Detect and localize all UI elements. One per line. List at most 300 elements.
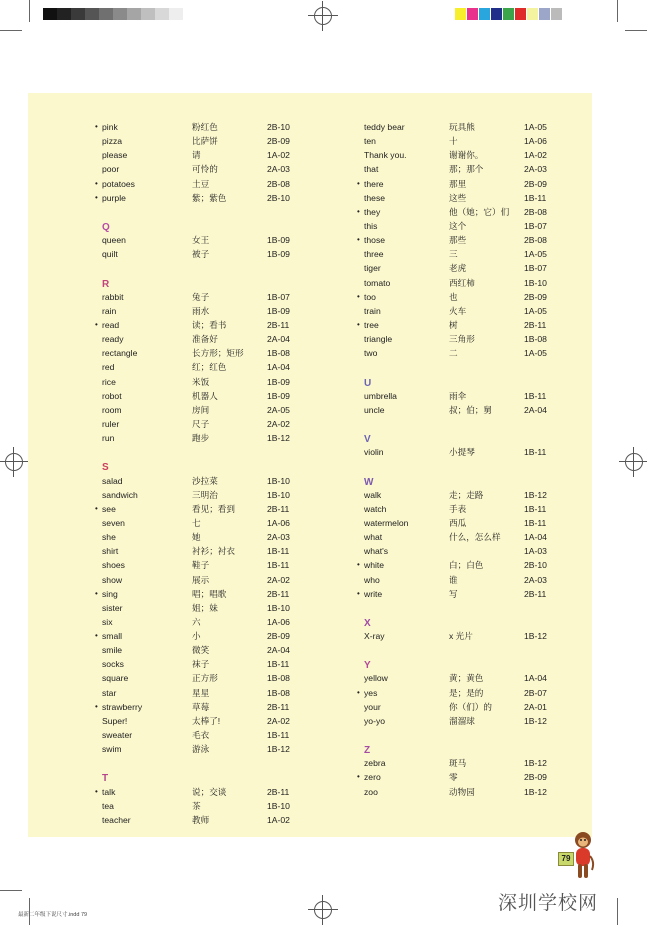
entry-word: ten [364,136,376,147]
entry-unit-code: 1B-11 [524,503,547,514]
glossary-column-right [357,120,594,799]
entry-meaning: 展示 [192,574,210,585]
glossary-entry [364,191,594,205]
color-swatch [455,8,467,20]
entry-unit-code: 1B-10 [267,489,290,500]
entry-word: what [364,532,383,543]
new-word-marker-icon: • [95,701,98,711]
section-spacer [102,261,338,275]
entry-word: salad [102,475,123,486]
section-spacer [364,728,594,742]
entry-word: shirt [102,546,119,557]
entry-meaning: 太棒了! [192,715,221,726]
entry-word: rabbit [102,291,124,302]
glossary-entry [364,714,594,728]
entry-meaning: 星星 [192,687,210,698]
entry-meaning: 被子 [192,249,210,260]
entry-unit-code: 1B-07 [524,220,547,231]
entry-unit-code: 1B-11 [524,390,547,401]
color-swatch [503,8,515,20]
entry-unit-code: 2B-10 [267,122,290,132]
crop-mark [617,0,618,22]
entry-word: quilt [102,249,118,260]
entry-word: read [102,319,120,330]
entry-meaning: 手表 [449,503,467,514]
entry-meaning: 是；是的 [449,687,484,698]
glossary-entry [364,573,594,587]
entry-word: tea [102,800,114,811]
entry-word: small [102,631,123,642]
entry-unit-code: 2B-11 [267,319,290,330]
entry-meaning: 唱；唱歌 [192,588,227,599]
glossary-entry [102,148,338,162]
entry-meaning: 尺子 [192,418,210,429]
entry-meaning: 二 [449,348,458,359]
entry-unit-code: 2A-03 [524,574,547,585]
color-swatch [551,8,563,20]
entry-word: seven [102,517,125,528]
glossary-entry [102,516,338,530]
entry-word: tiger [364,263,381,274]
entry-unit-code: 1B-10 [267,475,290,486]
glossary-entry [364,247,594,261]
gray-swatch [155,8,169,20]
glossary-entry [95,502,338,516]
glossary-entry [364,629,594,643]
entry-word: she [102,532,116,543]
new-word-marker-icon: • [95,588,98,598]
glossary-entry [102,615,338,629]
new-word-marker-icon: • [95,319,98,329]
entry-unit-code: 2A-04 [267,645,290,656]
glossary-entry [102,671,338,685]
new-word-marker-icon: • [357,206,360,216]
entry-unit-code: 2A-03 [524,164,547,175]
glossary-entry [102,728,338,742]
entry-word: talk [102,786,116,797]
glossary-entry [364,120,594,134]
glossary-entry [102,332,338,346]
glossary-entry [364,403,594,417]
registration-mark-right [619,447,647,477]
entry-unit-code: 1A-05 [524,305,547,316]
entry-unit-code: 2A-02 [267,715,290,726]
entry-meaning: 看见；看到 [192,503,235,514]
new-word-marker-icon: • [357,291,360,301]
glossary-entry [364,530,594,544]
registration-mark-top [308,1,338,31]
entry-meaning: 米饭 [192,376,210,387]
entry-word: sister [102,602,123,613]
section-letter: T [102,773,109,785]
section-letter: Y [364,660,371,672]
entry-word: strawberry [102,701,143,712]
entry-meaning: 微笑 [192,645,210,656]
section-spacer [102,445,338,459]
entry-meaning: 房间 [192,404,210,415]
entry-meaning: 这个 [449,220,467,231]
entry-meaning: 雨水 [192,305,210,316]
entry-word: pizza [102,136,123,147]
glossary-entry [95,191,338,205]
crop-mark [625,30,647,31]
entry-unit-code: 2B-11 [524,588,547,599]
entry-unit-code: 1A-02 [267,814,290,825]
gray-swatch [43,8,57,20]
entry-unit-code: 1B-09 [267,235,290,246]
glossary-entry [102,162,338,176]
entry-word: there [364,178,384,189]
glossary-entry [102,247,338,261]
entry-unit-code: 1B-12 [524,631,547,642]
entry-unit-code: 1B-10 [267,800,290,811]
entry-word: who [364,574,380,585]
entry-meaning: 七 [192,517,201,528]
entry-unit-code: 1A-04 [267,362,290,373]
new-word-marker-icon: • [95,122,98,131]
glossary-entry [102,290,338,304]
entry-word: red [102,362,115,373]
crop-mark [0,890,22,891]
entry-unit-code: 1A-05 [524,122,547,132]
glossary-entry [102,643,338,657]
entry-word: they [364,206,381,217]
glossary-entry [364,276,594,290]
entry-meaning: 沙拉菜 [192,475,218,486]
glossary-entry [357,290,594,304]
entry-meaning: 动物园 [449,786,475,797]
entry-meaning: 老虎 [449,263,467,274]
entry-word: socks [102,659,124,670]
entry-unit-code: 1A-02 [524,150,547,161]
entry-meaning: 西红柿 [449,277,475,288]
entry-word: three [364,249,384,260]
gray-swatch [169,8,183,20]
entry-meaning: 跑步 [192,433,210,444]
new-word-marker-icon: • [95,178,98,188]
entry-meaning: 草莓 [192,701,210,712]
entry-meaning: 比萨饼 [192,136,218,147]
entry-meaning: 那里 [449,178,467,189]
new-word-marker-icon: • [357,772,360,782]
entry-unit-code: 2B-10 [524,560,547,571]
entry-unit-code: 2B-09 [267,631,290,642]
section-spacer [102,756,338,770]
entry-meaning: 写 [449,588,458,599]
glossary-entry [357,686,594,700]
entry-word: ready [102,334,124,345]
glossary-entry [102,488,338,502]
new-word-marker-icon: • [95,503,98,513]
entry-unit-code: 2A-01 [524,701,547,712]
glossary-entry [102,530,338,544]
glossary-entry [102,742,338,756]
glossary-entry [364,671,594,685]
entry-meaning: 土豆 [192,178,210,189]
entry-word: potatoes [102,178,135,189]
gray-swatch [85,8,99,20]
entry-word: smile [102,645,123,656]
entry-word: X-ray [364,631,385,642]
entry-word: sweater [102,730,133,741]
entry-meaning: 谢谢你。 [449,150,484,161]
glossary-entry [102,657,338,671]
entry-meaning: 三角形 [449,334,475,345]
entry-unit-code: 1A-02 [267,150,290,161]
entry-meaning: 三 [449,249,458,260]
entry-meaning: 零 [449,772,458,783]
entry-meaning: 叔；伯；舅 [449,404,492,415]
entry-unit-code: 1A-06 [524,136,547,147]
entry-meaning: x 光片 [449,631,473,642]
entry-unit-code: 1B-11 [524,192,547,203]
entry-word: two [364,348,378,359]
entry-unit-code: 2A-04 [524,404,547,415]
color-swatch [527,8,539,20]
new-word-marker-icon: • [357,178,360,188]
section-letter: U [364,377,372,389]
entry-meaning: 茶 [192,800,201,811]
entry-word: star [102,687,117,698]
entry-word: square [102,673,129,684]
entry-word: violin [364,447,384,458]
entry-word: please [102,150,128,161]
entry-word: tomato [364,277,391,288]
entry-meaning: 可怜的 [192,164,218,175]
glossary-entry [102,474,338,488]
entry-unit-code: 2B-09 [524,291,547,302]
entry-word: sandwich [102,489,138,500]
entry-meaning: 你（们）的 [449,701,492,712]
gray-swatch [127,8,141,20]
entry-word: your [364,701,381,712]
entry-meaning: 正方形 [192,673,218,684]
new-word-marker-icon: • [357,319,360,329]
entry-unit-code: 2A-04 [267,334,290,345]
entry-unit-code: 1B-11 [524,447,547,458]
entry-unit-code: 1B-12 [524,715,547,726]
entry-word: watch [364,503,387,514]
entry-unit-code: 2B-11 [267,786,290,797]
crop-mark [617,898,618,925]
entry-word: teddy bear [364,122,405,132]
glossary-entry [102,686,338,700]
entry-unit-code: 2B-11 [267,588,290,599]
entry-word: poor [102,164,120,175]
entry-unit-code: 1B-09 [267,376,290,387]
entry-unit-code: 1A-06 [267,616,290,627]
entry-word: pink [102,122,118,132]
entry-meaning: 兔子 [192,291,210,302]
entry-unit-code: 1B-11 [267,730,290,741]
entry-word: rain [102,305,117,316]
glossary-entry [364,756,594,770]
entry-unit-code: 1B-11 [267,560,290,571]
entry-word: triangle [364,334,393,345]
entry-word: zoo [364,786,378,797]
entry-word: rice [102,376,116,387]
entry-meaning: 衬衫；衬衣 [192,546,235,557]
glossary-entry [102,134,338,148]
glossary-entry [364,304,594,318]
entry-word: see [102,503,116,514]
glossary-entry [102,813,338,827]
entry-word: zero [364,772,381,783]
glossary-entry [364,332,594,346]
entry-meaning: 鞋子 [192,560,210,571]
entry-meaning: 黄；黄色 [449,673,484,684]
glossary-entry [102,714,338,728]
entry-meaning: 毛衣 [192,730,210,741]
glossary-page [28,93,592,837]
entry-unit-code: 1B-11 [267,659,290,670]
entry-word: queen [102,235,126,246]
entry-unit-code: 1B-12 [267,744,290,755]
entry-meaning: 溜溜球 [449,715,475,726]
registration-mark-left [0,447,29,477]
entry-meaning: 六 [192,616,201,627]
entry-meaning: 长方形；矩形 [192,348,244,359]
glossary-entry [95,120,338,134]
entry-meaning: 那；那个 [449,164,484,175]
glossary-entry [357,318,594,332]
entry-meaning: 女王 [192,235,210,246]
entry-word: swim [102,744,122,755]
glossary-entry [102,544,338,558]
entry-unit-code: 1B-12 [524,758,547,769]
new-word-marker-icon: • [95,631,98,641]
gray-swatch [99,8,113,20]
entry-unit-code: 1A-05 [524,249,547,260]
entry-unit-code: 1A-03 [524,546,547,557]
entry-meaning: 玩具熊 [449,122,475,132]
entry-meaning: 读；看书 [192,319,227,330]
crop-mark [0,30,22,31]
entry-unit-code: 1B-10 [267,602,290,613]
section-spacer [364,643,594,657]
glossary-entry [102,431,338,445]
gray-swatch [71,8,85,20]
section-spacer [364,417,594,431]
glossary-entry [102,389,338,403]
entry-word: those [364,235,386,246]
entry-word: too [364,291,376,302]
glossary-entry [364,389,594,403]
glossary-entry [102,304,338,318]
entry-meaning: 走；走路 [449,489,484,500]
entry-meaning: 粉红色 [192,122,218,132]
entry-word: Super! [102,715,128,726]
glossary-entry [364,134,594,148]
glossary-entry [364,516,594,530]
glossary-entry [364,445,594,459]
glossary-entry [102,601,338,615]
section-letter: Q [102,221,110,233]
entry-unit-code: 2A-03 [267,532,290,543]
new-word-marker-icon: • [95,192,98,202]
entry-meaning: 这些 [449,192,467,203]
entry-meaning: 机器人 [192,390,218,401]
entry-meaning: 教师 [192,814,210,825]
entry-unit-code: 1A-04 [524,673,547,684]
entry-unit-code: 2A-05 [267,404,290,415]
footer-file-label: 最新二年级下说尺寸.indd 79 [18,912,88,918]
crop-mark [29,0,30,22]
entry-unit-code: 2B-11 [524,319,547,330]
entry-meaning: 斑马 [449,758,467,769]
entry-meaning: 小 [192,631,201,642]
gray-swatch [141,8,155,20]
glossary-entry [102,403,338,417]
entry-unit-code: 2A-02 [267,574,290,585]
entry-word: these [364,192,386,203]
gray-calibration-bar [43,8,183,20]
glossary-entry [364,219,594,233]
glossary-entry [95,318,338,332]
glossary-entry [95,177,338,191]
entry-unit-code: 1A-06 [267,517,290,528]
section-letter: V [364,434,371,446]
entry-word: yo-yo [364,715,386,726]
glossary-entry [364,544,594,558]
entry-word: room [102,404,122,415]
color-swatch [539,8,551,20]
entry-word: teacher [102,814,131,825]
section-letter: X [364,617,371,629]
glossary-entry [357,587,594,601]
entry-unit-code: 2B-10 [267,192,290,203]
entry-word: uncle [364,404,385,415]
entry-word: yes [364,687,378,698]
glossary-entry [102,375,338,389]
entry-word: ruler [102,418,120,429]
entry-meaning: 树 [449,319,458,330]
watermark: 深圳学校网 [498,892,599,914]
glossary-entry [95,629,338,643]
entry-unit-code: 2B-07 [524,687,547,698]
new-word-marker-icon: • [357,235,360,245]
glossary-column-left [95,120,338,827]
section-letter: R [102,278,110,290]
section-letter: Z [364,745,371,757]
section-spacer [364,601,594,615]
entry-meaning: 那些 [449,235,467,246]
entry-word: that [364,164,379,175]
page-number: 79 [558,852,574,866]
entry-word: train [364,305,381,316]
entry-unit-code: 1B-07 [267,291,290,302]
entry-meaning: 三明治 [192,489,218,500]
glossary-entry [364,700,594,714]
entry-word: rectangle [102,348,138,359]
entry-word: show [102,574,123,585]
entry-unit-code: 1B-08 [267,348,290,359]
entry-word: white [364,560,385,571]
entry-unit-code: 1B-08 [267,673,290,684]
entry-meaning: 什么，怎么样 [449,532,501,543]
glossary-entry [364,488,594,502]
entry-word: yellow [364,673,388,684]
entry-unit-code: 2B-11 [267,503,290,514]
entry-meaning: 火车 [449,305,467,316]
glossary-entry [357,233,594,247]
entry-unit-code: 2B-09 [524,772,547,783]
entry-meaning: 紫；紫色 [192,192,227,203]
entry-meaning: 游泳 [192,744,210,755]
entry-unit-code: 1B-07 [524,263,547,274]
entry-word: what's [364,546,389,557]
entry-unit-code: 1B-12 [524,489,547,500]
